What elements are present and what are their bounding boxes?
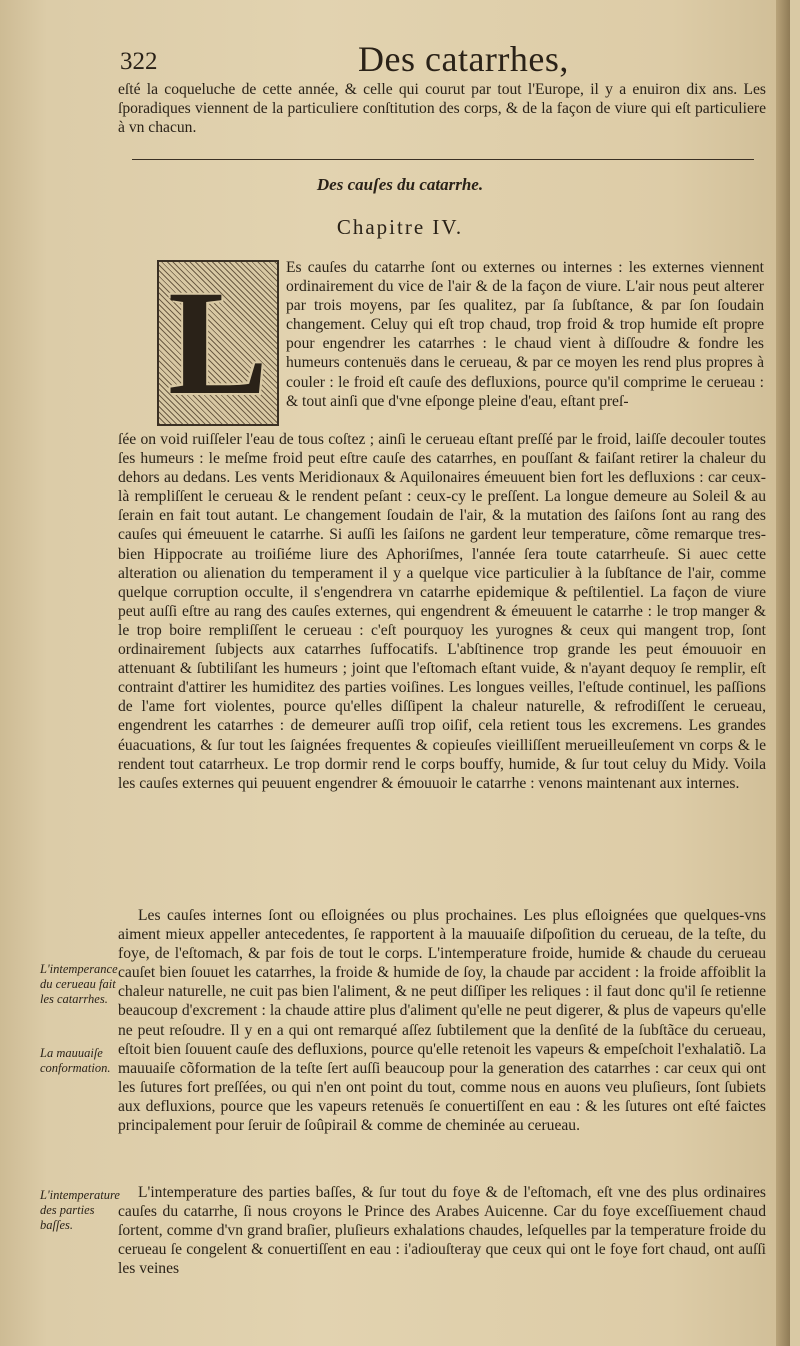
paragraph-wrapped: Es cauſes du catarrhe ſont ou externes ou internes : les externes viennent ordinairement du vice de l'air & de la façon de viure. L'air nous peut alterer par trois moyens, par ſes qualitez, par ſa ſubſtance, & par ſon ſoudain changement. Celuy qui eſt trop chaud, trop froid & trop humide eſt propre pour engendrer les catarrhes : le chaud vient à diſſoudre & fondre les humeurs contenuës dans le cerueau, & par ce moyen les rend plus propres à couler : le froid eſt cauſe des defluxions, pource qu'il comprime le cerueau : & tout ainſi que d'vne eſponge pleine d'eau, eſtant preſ- — [286, 259, 764, 410]
chapter-title: Chapitre IV. — [336, 215, 464, 239]
section-divider — [132, 159, 754, 160]
initial-letter: L — [167, 260, 269, 426]
running-title: Des catarrhes, — [358, 39, 569, 79]
paragraph-causes-internal: Les cauſes internes ſont ou eſloignées ou plus prochaines. Les plus eſloignées que quelques-vns aiment mieux appeller antecedentes, ſe rapportent à la mauuaiſe diſpoſition du cerueau, de la teſte, du foye, de l'eſtomach, & par fois de tout le corps. L'intemperature froide, humide & chaude du cerueau cauſet bien ſouuet les catarrhes, la froide & humide de ſoy, la chaude par accident : la froide affoiblit la chaleur naturelle, ne cuit pas bien l'aliment, & ne peut diſſiper les reliques : il faut donc qu'il ſe retienne beaucoup d'excrement : la chaude attire plus d'aliment qu'elle ne peut digerer, & plus de vapeurs qu'elle ne peut reſoudre. Il y en a qui ont remarqué aſſez ſubtilement que la denſité de la ſubſtãce du cerueau, eſtoit bien ſouuent cauſe des defluxions, pource qu'elle retenoit les vapeurs & empeſchoit l'exhalatiõ. La mauuaiſe cõformation de la teſte ſert auſſi beaucoup pour la generation des catarrhes : car ceux qui ont les ſutures fort preſſées, ou qui n'en ont point du tout, comme nous en auons veu pluſieurs, ſont ſubiets aux defluxions, pource que les vapeurs retenuës ſe conuertiſſent en eau : & les ſutures ont eſté faictes principalement pour ſeruir de ſoûpirail & comme de cheminée au cerueau. — [118, 907, 766, 1135]
decorated-initial — [157, 260, 279, 426]
page-number: 322 — [120, 48, 158, 75]
paragraph-causes-external: ſée on void ruiſſeler l'eau de tous coſtez ; ainſi le cerueau eſtant preſſé par le froid, laiſſe decouler toutes ſes humeurs : le meſme froid peut eſtre cauſe des catarrhes, en pouſſant & faiſant retirer la chaleur du dehors au dedans. Les vents Meridionaux & Aquilonaires émeuuent bien fort les defluxions : car ceux-là rempliſſent le cerueau & le rendent peſant : ceux-cy le preſſent. La longue demeure au Soleil & au ſerain en fait tout autant. Le changement ſoudain de l'air, & la mutation des ſaiſons ſont au rang des cauſes qui émeuuent le catarrhe. Si auſſi les ſaiſons ne gardent leur temperature, cõme remarque tres-bien Hippocrate au troiſiéme liure des Aphoriſmes, l'année ſera toute catarrheuſe. Si auec cette alteration ou alienation du temperament il y a quelque vice particulier à la ſubſtance de l'air, comme quelque corruption occulte, il s'engendrera vn catarrhe epidemique & peſtilentiel. La façon de viure peut auſſi eſtre au rang des cauſes externes, qui engendrent & émeuuent le catarrhe : le trop manger & le trop boire rempliſſent le cerueau : c'eſt pourquoy les yurognes & ceux qui mangent trop, ſont ordinairement ſubjects aux catarrhes ſuffocatifs. L'abſtinence trop grande les peut émouuoir en attenuant & ſubtiliſant les humeurs ; joint que l'eſtomach eſtant vuide, & n'ayant dequoy ſe remplir, eſt contraint d'attirer les humiditez des parties voiſines. Les longues veilles, l'eſtude continuel, les paſſions de l'ame fort violentes, pource qu'elles diſſipent la chaleur naturelle, & refrodiſſent le cerueau, engendrent les catarrhes : de demeurer auſſi trop oiſif, cela retient tous les excremens. Les grandes éuacuations, & ſur tout les ſaignées frequentes & copieuſes vieilliſſent merueilleuſement vn corps & le rendent tout catarrheux. Le trop dormir rend le corps bouffy, humide, & ſur tout celuy du Midy. Voila les cauſes externes qui peuuent engendrer & émouuoir le catarrhe : venons maintenant aux internes. — [118, 431, 766, 792]
margin-note: L'intemperature des parties baſſes. — [40, 1188, 120, 1232]
margin-note: L'intemperance du cerueau fait les catarrhes. — [40, 962, 118, 1006]
intro-paragraph: eſté la coqueluche de cette année, & celle qui courut par tout l'Europe, il y a enuiron dix ans. Les ſporadiques viennent de la particuliere conſtitution des corps, & de la façon de viure qui eſt particuliere à vn chacun. — [118, 81, 766, 137]
page-edge — [776, 0, 790, 1346]
margin-note: La mauuaiſe conformation. — [40, 1046, 111, 1075]
paragraph-lower-parts: L'intemperature des parties baſſes, & ſur tout du foye & de l'eſtomach, eſt vne des plus ordinaires cauſes du catarrhe, ſi nous croyons le Prince des Arabes Auicenne. Car du foye exceſſiuement chaud ſortent, comme d'vn grand braſier, pluſieurs exhalations chaudes, leſquelles par la temperature froide du cerueau ſe congelent & conuertiſſent en eau : i'adiouſteray que ceux qui ont le foye fort chaud, ont auſſi les veines — [118, 1184, 766, 1278]
section-title: Des cauſes du catarrhe. — [316, 175, 484, 194]
